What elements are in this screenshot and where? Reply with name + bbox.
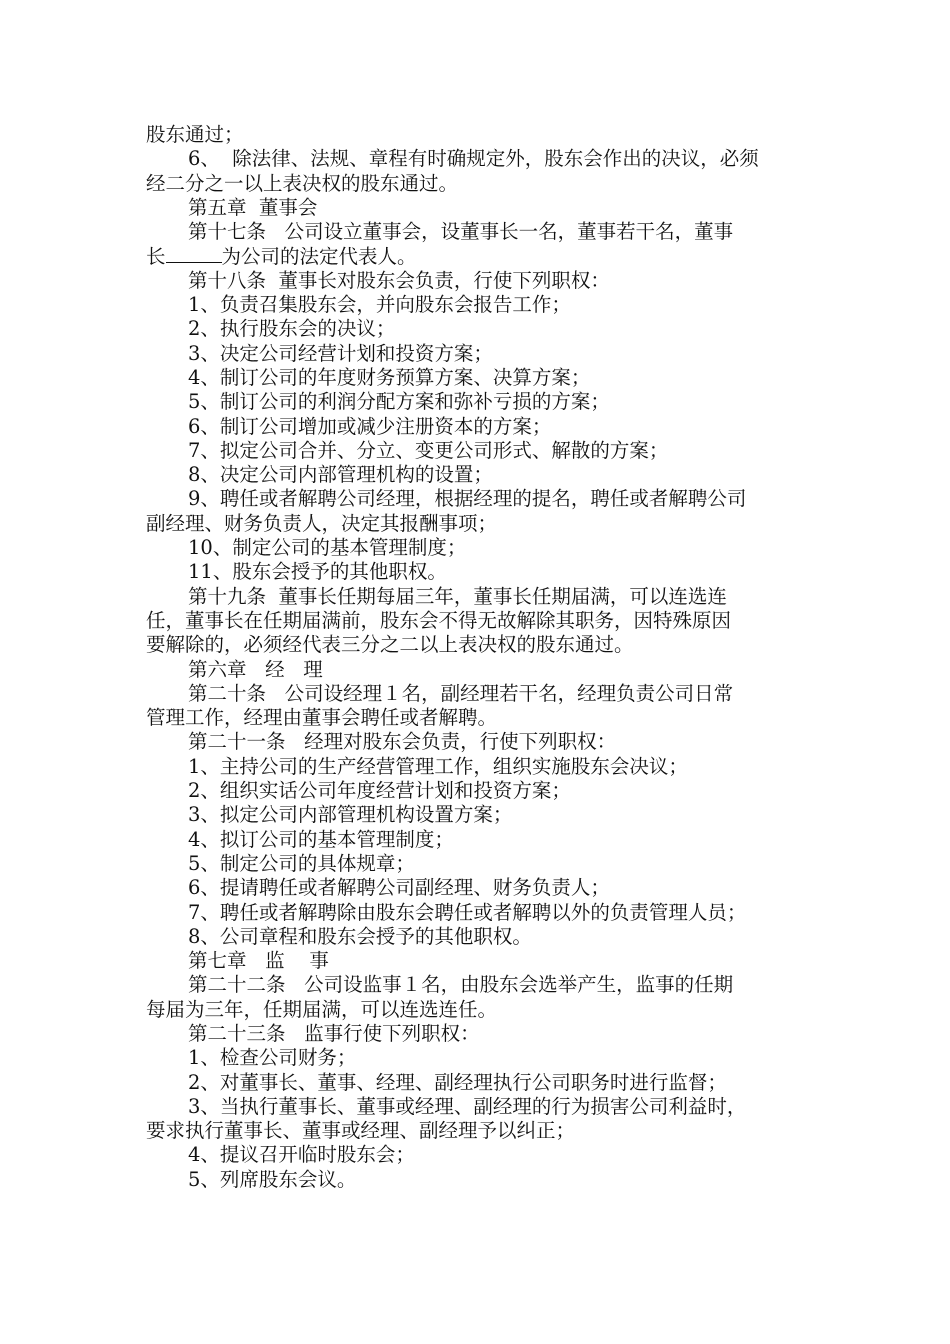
text-line-content: 每届为三年，任期届满，可以连选连任。 [146, 997, 498, 1021]
text-line [146, 949, 814, 973]
text-line-content: 8、公司章程和股东会授予的其他职权。 [188, 924, 532, 948]
text-line-content: 长 [146, 245, 166, 269]
text-line-content: 2、执行股东会的决议； [188, 317, 396, 341]
text-line-content: 8、决定公司内部管理机构的设置； [188, 463, 493, 487]
text-line-content: 4、制订公司的年度财务预算方案、决算方案； [188, 365, 591, 389]
text-line [146, 415, 814, 439]
text-line [146, 536, 814, 560]
document-body [146, 123, 814, 1192]
text-line-content: 第五章 董事会 [188, 195, 318, 219]
text-line [146, 609, 814, 633]
text-line [146, 317, 814, 341]
text-line [146, 876, 814, 900]
text-line [146, 658, 814, 682]
text-line-content: 1、主持公司的生产经营管理工作，组织实施股东会决议； [188, 754, 688, 778]
text-line [146, 342, 814, 366]
text-line-content: 第七章 监 事 [188, 949, 329, 973]
text-line [146, 901, 814, 925]
text-line [146, 1071, 814, 1095]
text-line [146, 487, 814, 511]
text-line-content: 11、股东会授予的其他职权。 [188, 560, 447, 584]
text-line [146, 220, 814, 244]
text-line [146, 633, 814, 657]
text-line-content: 第六章 经 理 [188, 657, 323, 681]
text-line [146, 390, 814, 414]
text-line [146, 998, 814, 1022]
text-line [146, 755, 814, 779]
text-line [146, 828, 814, 852]
text-line-content: 10、制定公司的基本管理制度； [188, 536, 467, 560]
text-line [146, 196, 814, 220]
text-line-content: 1、检查公司财务； [188, 1046, 357, 1070]
text-line-content: 2、对董事长、董事、经理、副经理执行公司职务时进行监督； [188, 1070, 727, 1094]
text-line [146, 682, 814, 706]
text-line-tail: 为公司的法定代表人。 [221, 245, 417, 269]
text-line [146, 512, 814, 536]
text-line-content: 5、制订公司的利润分配方案和弥补亏损的方案； [188, 390, 610, 414]
text-line-content: 管理工作，经理由董事会聘任或者解聘。 [146, 706, 498, 730]
text-line-content: 1、负责召集股东会，并向股东会报告工作； [188, 293, 571, 317]
text-line-content: 股东通过； [146, 123, 244, 146]
text-line-content: 第二十一条 经理对股东会负责，行使下列职权： [188, 730, 617, 754]
text-line [146, 1143, 814, 1167]
text-line [146, 123, 814, 147]
text-line-content: 6、制订公司增加或减少注册资本的方案； [188, 414, 552, 438]
text-line [146, 779, 814, 803]
text-line-content: 4、提议召开临时股东会； [188, 1143, 415, 1167]
text-line [146, 244, 814, 268]
text-line [146, 925, 814, 949]
text-line-content: 3、拟定公司内部管理机构设置方案； [188, 803, 513, 827]
text-line [146, 366, 814, 390]
text-line [146, 1168, 814, 1192]
text-line [146, 439, 814, 463]
text-line-content: 第二十条 公司设经理１名，副经理若干名，经理负责公司日常 [188, 681, 734, 705]
text-line-content: 任，董事长在任期届满前，股东会不得无故解除其职务，因特殊原因 [146, 608, 732, 632]
text-line-content: 第十七条 公司设立董事会，设董事长一名，董事若干名，董事 [188, 220, 734, 244]
text-line-content: 5、制定公司的具体规章； [188, 851, 415, 875]
text-line-content: 6、提请聘任或者解聘公司副经理、财务负责人； [188, 876, 610, 900]
text-line-content: 7、聘任或者解聘除由股东会聘任或者解聘以外的负责管理人员； [188, 900, 747, 924]
text-line-content: 第十九条 董事长任期每届三年，董事长任期届满，可以连选连 [188, 584, 727, 608]
text-line [146, 463, 814, 487]
text-line [146, 1095, 814, 1119]
text-line-content: 2、组织实话公司年度经营计划和投资方案； [188, 779, 571, 803]
text-line [146, 269, 814, 293]
text-line [146, 147, 814, 171]
text-line [146, 803, 814, 827]
text-line-content: 第二十二条 公司设监事１名，由股东会选举产生，监事的任期 [188, 973, 734, 997]
text-line [146, 706, 814, 730]
text-line [146, 560, 814, 584]
text-line [146, 973, 814, 997]
text-line-content: 要求执行董事长、董事或经理、副经理予以纠正； [146, 1119, 576, 1143]
text-line [146, 1046, 814, 1070]
text-line-content: 3、决定公司经营计划和投资方案； [188, 341, 493, 365]
text-line-content: 第十八条 董事长对股东会负责，行使下列职权： [188, 268, 610, 292]
text-line-content: 9、聘任或者解聘公司经理，根据经理的提名，聘任或者解聘公司 [188, 487, 747, 511]
text-line [146, 585, 814, 609]
text-line-content: 3、当执行董事长、董事或经理、副经理的行为损害公司利益时， [188, 1094, 747, 1118]
text-line [146, 1022, 814, 1046]
text-line [146, 293, 814, 317]
fill-in-blank [166, 244, 222, 263]
text-line-content: 5、列席股东会议。 [188, 1167, 357, 1191]
text-line-content: 经二分之一以上表决权的股东通过。 [146, 171, 459, 195]
text-line-content: 要解除的，必须经代表三分之二以上表决权的股东通过。 [146, 633, 634, 657]
text-line-content: 4、拟订公司的基本管理制度； [188, 827, 454, 851]
text-line-content: 第二十三条 监事行使下列职权： [188, 1021, 480, 1045]
text-line [146, 172, 814, 196]
text-line [146, 852, 814, 876]
text-line [146, 1119, 814, 1143]
text-line-content: 副经理、财务负责人，决定其报酬事项； [146, 511, 498, 535]
text-line-content: 6、 除法律、法规、章程有时确规定外，股东会作出的决议，必须 [188, 147, 759, 171]
text-line-content: 7、拟定公司合并、分立、变更公司形式、解散的方案； [188, 438, 669, 462]
text-line [146, 730, 814, 754]
